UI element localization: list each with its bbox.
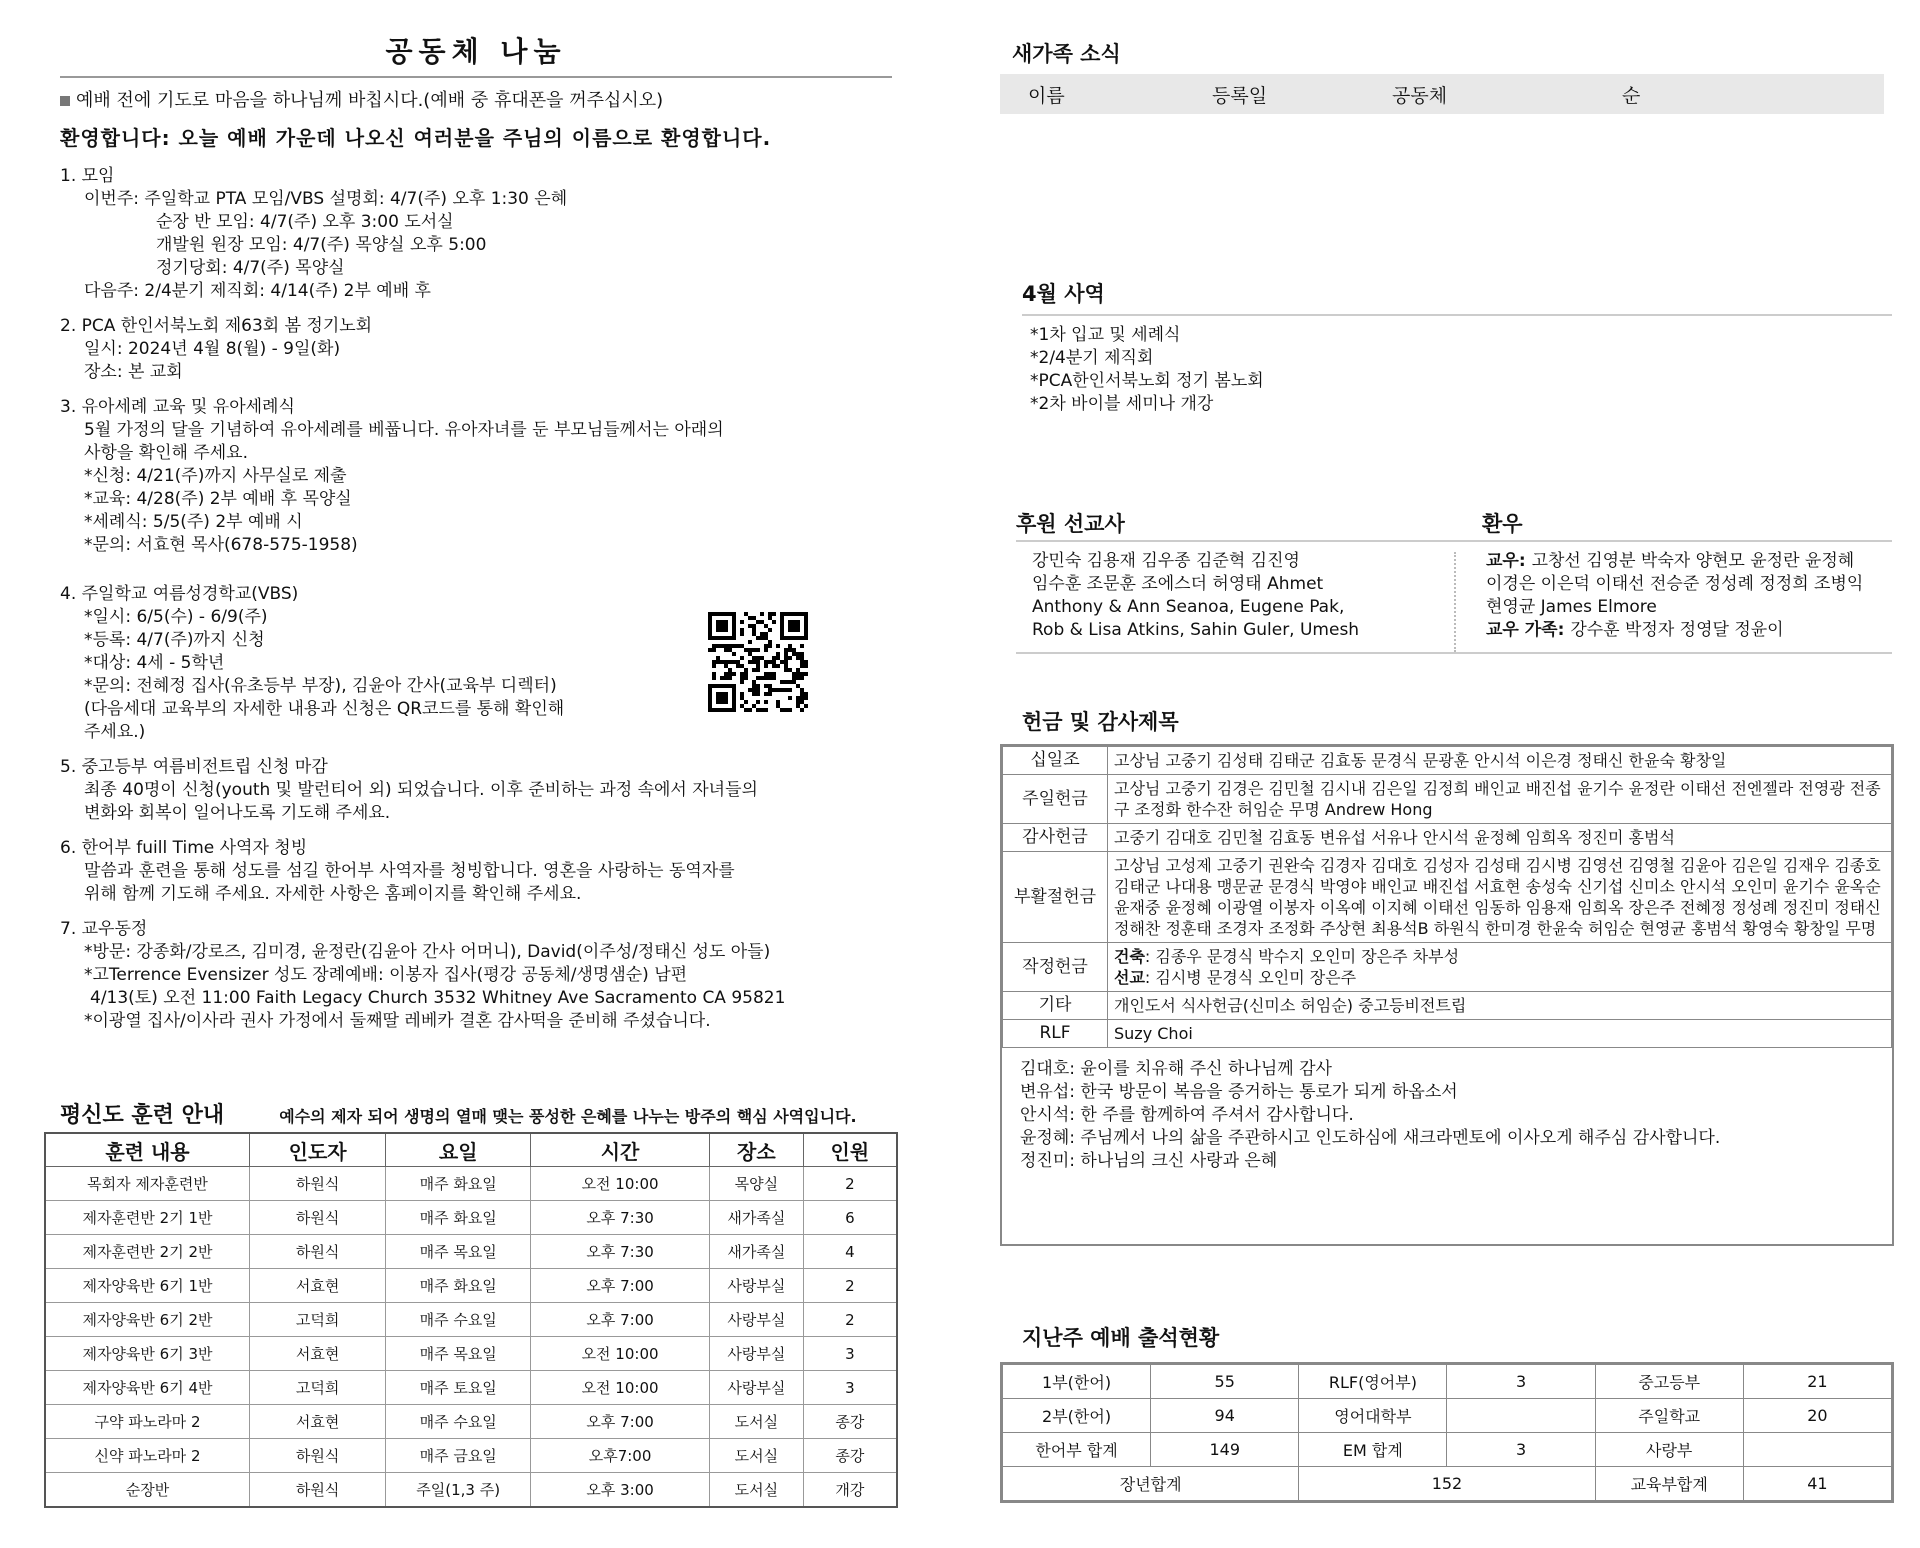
section-line: 5월 가정의 달을 기념하여 유아세례를 베풉니다. 유아자녀를 둔 부모님들께서는 아래의: [84, 420, 724, 440]
table-cell: 152: [1299, 1467, 1595, 1501]
table-cell: 오후 7:30: [531, 1235, 710, 1269]
pledge-label: 선교: [1114, 968, 1145, 987]
section-heading: 7. 교우동정: [60, 919, 148, 939]
section-line: 개발원 원장 모임: 4/7(주) 목양실 오후 5:00: [156, 235, 487, 255]
table-row: [45, 1269, 897, 1303]
missionary-line: 강민숙 김용재 김우종 김준혁 김진영: [1032, 551, 1300, 571]
table-cell: 종강: [803, 1405, 897, 1439]
table-cell: 매주 화요일: [386, 1269, 531, 1303]
table-cell: 목회자 제자훈련반: [45, 1167, 249, 1201]
table-cell: RLF(영어부): [1299, 1365, 1447, 1399]
training-col-header: 인원: [803, 1133, 897, 1167]
section-line: *이광열 집사/이사라 권사 가정에서 둘째딸 레베카 결혼 감사떡을 준비해 주셨습니다.: [84, 1011, 711, 1031]
newfamily-col-name: 이름: [1028, 84, 1065, 107]
table-cell: 2: [803, 1303, 897, 1337]
section-line: *문의: 서효현 목사(678-575-1958): [84, 535, 358, 555]
table-cell: 3: [803, 1371, 897, 1405]
training-col-header: 훈련 내용: [45, 1133, 249, 1167]
offering-names: 고중기 김대호 김민철 김효동 변유섭 서유나 안시석 윤정혜 임희옥 정진미 홍범석: [1108, 824, 1892, 852]
section-heading: 5. 중고등부 여름비전트립 신청 마감: [60, 757, 328, 777]
announcement-section: [60, 396, 892, 557]
table-cell: 주일(1,3 주): [386, 1473, 531, 1508]
table-row: [1003, 943, 1892, 992]
section-heading: 2. PCA 한인서북노회 제63회 봄 정기노회: [60, 316, 373, 336]
table-cell: 21: [1743, 1365, 1891, 1399]
table-cell: 매주 수요일: [386, 1303, 531, 1337]
table-cell: 제자양육반 6기 3반: [45, 1337, 249, 1371]
missionary-line: Anthony & Ann Seanoa, Eugene Pak,: [1032, 597, 1345, 617]
table-cell: 개강: [803, 1473, 897, 1508]
offering-names: 개인도서 식사헌금(신미소 허임순) 중고등비전트립: [1108, 992, 1892, 1020]
table-cell: 목양실: [710, 1167, 804, 1201]
april-divider: [1022, 314, 1892, 316]
section-line: 주세요.): [84, 722, 146, 742]
table-cell: 하원식: [249, 1439, 385, 1473]
table-cell: 사랑부실: [710, 1303, 804, 1337]
list-item: *PCA한인서북노회 정기 봄노회: [1030, 371, 1264, 391]
table-cell: 사랑부실: [710, 1371, 804, 1405]
table-row: [45, 1337, 897, 1371]
table-cell: 제자양육반 6기 4반: [45, 1371, 249, 1405]
table-cell: 사랑부: [1595, 1433, 1743, 1467]
section-heading: 4. 주일학교 여름성경학교(VBS): [60, 584, 299, 604]
table-cell: 매주 수요일: [386, 1405, 531, 1439]
table-cell: 고덕희: [249, 1303, 385, 1337]
announcement-section: [60, 756, 892, 825]
table-cell: 3: [1447, 1433, 1595, 1467]
table-row: [45, 1167, 897, 1201]
sick-title: 환우: [1482, 512, 1523, 536]
april-title: 4월 사역: [1022, 282, 1105, 306]
table-cell: 6: [803, 1201, 897, 1235]
table-row: [45, 1201, 897, 1235]
left-column: [60, 0, 892, 1499]
table-row: [1003, 992, 1892, 1020]
offering-table: [1002, 746, 1892, 1048]
section-line: 장소: 본 교회: [84, 362, 183, 382]
table-cell: 구약 파노라마 2: [45, 1405, 249, 1439]
offering-label: 감사헌금: [1003, 824, 1108, 852]
table-row: [45, 1405, 897, 1439]
table-cell: 하원식: [249, 1473, 385, 1508]
table-cell: 1부(한어): [1003, 1365, 1151, 1399]
table-cell: 94: [1151, 1399, 1299, 1433]
attendance-title: 지난주 예배 출석현황: [1022, 1326, 1220, 1350]
sick-members-1: 고창선 김영분 박숙자 양현모 윤정란 윤정혜: [1531, 551, 1855, 571]
attendance-box: [1000, 1362, 1894, 1503]
training-col-header: 시간: [531, 1133, 710, 1167]
table-cell: 오후 7:30: [531, 1201, 710, 1235]
table-cell: 매주 화요일: [386, 1201, 531, 1235]
table-cell: 도서실: [710, 1405, 804, 1439]
section-heading: 3. 유아세례 교육 및 유아세례식: [60, 397, 295, 417]
table-row: [45, 1303, 897, 1337]
section-line: 순장 반 모임: 4/7(주) 오후 3:00 도서실: [156, 212, 454, 232]
table-row: [1003, 824, 1892, 852]
training-header: [60, 1098, 892, 1129]
thanks-list: [1002, 1048, 1892, 1244]
table-cell: 3: [803, 1337, 897, 1371]
section-line: 다음주: 2/4분기 제직회: 4/14(주) 2부 예배 후: [84, 281, 431, 301]
welcome-text: 환영합니다: 오늘 예배 가운데 나오신 여러분을 주님의 이름으로 환영합니다.: [60, 126, 772, 150]
table-row: [1003, 1365, 1892, 1399]
table-cell: 오전 10:00: [531, 1337, 710, 1371]
table-cell: 제자양육반 6기 1반: [45, 1269, 249, 1303]
section-line: *방문: 강종화/강로즈, 김미경, 윤정란(김윤아 간사 어머니), David(이주성/정태신 성도 아들): [84, 942, 771, 962]
table-cell: 하원식: [249, 1201, 385, 1235]
offering-title: 헌금 및 감사제목: [1022, 710, 1179, 734]
table-row: [1003, 1399, 1892, 1433]
table-cell: 오후 7:00: [531, 1269, 710, 1303]
sick-family: 강수훈 박정자 정영달 정윤이: [1570, 620, 1784, 640]
table-row: [1003, 1433, 1892, 1467]
announcement-section: [60, 837, 892, 906]
section-line: *일시: 6/5(수) - 6/9(주): [84, 607, 268, 627]
training-subtitle: 예수의 제자 되어 생명의 열매 맺는 풍성한 은혜를 나누는 방주의 핵심 사역입니다.: [279, 1107, 857, 1126]
training-table: [44, 1132, 898, 1508]
pledge-line: [1114, 946, 1885, 967]
table-cell: EM 합계: [1299, 1433, 1447, 1467]
table-cell: 한어부 합계: [1003, 1433, 1151, 1467]
table-cell: 하원식: [249, 1235, 385, 1269]
table-row: [1003, 775, 1892, 824]
table-cell: [1743, 1433, 1891, 1467]
section-line: 위해 함께 기도해 주세요. 자세한 사항은 홈페이지를 확인해 주세요.: [84, 884, 582, 904]
offering-names: 고상님 고중기 김경은 김민철 김시내 김은일 김정희 배인교 배진섭 윤기수 윤정란 이태선 전엔젤라 전영광 전종구 조정화 한수잔 허임순 무명 Andrew Hong: [1108, 775, 1892, 824]
sick-members-2: 이경은 이은덕 이태선 전승준 정성례 정정희 조병익: [1486, 574, 1864, 594]
sick-label-family: 교우 가족:: [1486, 620, 1571, 640]
table-cell: 새가족실: [710, 1201, 804, 1235]
section-line: 일시: 2024년 4월 8(월) - 9일(화): [84, 339, 341, 359]
thanks-line: 변유섭: 한국 방문이 복음을 증거하는 통로가 되게 하옵소서: [1020, 1082, 1458, 1102]
pledge-line: [1114, 967, 1885, 988]
table-cell: 매주 금요일: [386, 1439, 531, 1473]
offering-box: [1000, 744, 1894, 1246]
thanks-line: 윤정혜: 주님께서 나의 삶을 주관하시고 인도하심에 새크라멘토에 이사오게 해주심 감사합니다.: [1020, 1128, 1721, 1148]
section-heading: 1. 모임: [60, 166, 115, 186]
offering-names: 고상님 고중기 김성태 김태군 김효동 문경식 문광훈 안시석 이은경 정태신 한윤숙 황창일: [1108, 747, 1892, 775]
table-cell: [1447, 1399, 1595, 1433]
pledge-names: : 김종우 문경식 박수지 오인미 장은주 차부성: [1144, 947, 1460, 966]
table-cell: 하원식: [249, 1167, 385, 1201]
newfamily-title: 새가족 소식: [1012, 42, 1121, 66]
missionary-line: 임수훈 조문훈 조에스더 허영태 Ahmet: [1032, 574, 1324, 594]
table-row: [45, 1371, 897, 1405]
section-line: 최종 40명이 신청(youth 및 발런티어 외) 되었습니다. 이후 준비하는 과정 속에서 자녀들의: [84, 780, 758, 800]
section-line: 변화와 회복이 일어나도록 기도해 주세요.: [84, 803, 391, 823]
thanks-line: 김대호: 윤이를 치유해 주신 하나님께 감사: [1020, 1059, 1332, 1079]
table-cell: 새가족실: [710, 1235, 804, 1269]
table-cell: 오후 7:00: [531, 1303, 710, 1337]
section-line: *신청: 4/21(주)까지 사무실로 제출: [84, 466, 347, 486]
thanks-line: 안시석: 한 주를 함께하여 주셔서 감사합니다.: [1020, 1105, 1354, 1125]
sick-divider: [1016, 652, 1892, 654]
section-line: 4/13(토) 오전 11:00 Faith Legacy Church 3532 Whitney Ave Sacramento CA 95821: [90, 988, 786, 1008]
table-cell: 중고등부: [1595, 1365, 1743, 1399]
section-line: 정기당회: 4/7(주) 목양실: [156, 258, 345, 278]
sick-label-member: 교우:: [1486, 551, 1532, 571]
table-cell: 주일학교: [1595, 1399, 1743, 1433]
section-line: *고Terrence Evensizer 성도 장례예배: 이봉자 집사(평강 공동체/생명샘순) 남편: [84, 965, 688, 985]
april-list: [1022, 324, 1892, 416]
offering-names: Suzy Choi: [1108, 1020, 1892, 1048]
offering-label: RLF: [1003, 1020, 1108, 1048]
list-item: *2차 바이블 세미나 개강: [1030, 394, 1214, 414]
table-cell: 제자양육반 6기 2반: [45, 1303, 249, 1337]
table-row: [45, 1235, 897, 1269]
table-row: [45, 1473, 897, 1508]
table-cell: 도서실: [710, 1439, 804, 1473]
thanks-line: 정진미: 하나님의 크신 사랑과 은혜: [1020, 1151, 1278, 1171]
section-line: *교육: 4/28(주) 2부 예배 후 목양실: [84, 489, 352, 509]
pledge-label: 건축: [1114, 947, 1145, 966]
table-cell: 교육부합계: [1595, 1467, 1743, 1501]
offering-label: 십일조: [1003, 747, 1108, 775]
attendance-table: [1002, 1364, 1892, 1501]
intro-text: 예배 전에 기도로 마음을 하나님께 바칩시다.(예배 중 휴대폰을 꺼주십시오): [76, 90, 664, 111]
table-cell: 제자훈련반 2기 2반: [45, 1235, 249, 1269]
dotted-divider: [1454, 552, 1456, 652]
offering-names: [1108, 943, 1892, 992]
training-title: 평신도 훈련 안내: [60, 1103, 225, 1128]
section-line: 말씀과 훈련을 통해 성도를 섬길 한어부 사역자를 청빙합니다. 영혼을 사랑하는 동역자를: [84, 861, 735, 881]
table-cell: 149: [1151, 1433, 1299, 1467]
pledge-names: : 김시병 문경식 오인미 장은주: [1144, 968, 1357, 987]
table-cell: 2부(한어): [1003, 1399, 1151, 1433]
list-item: *1차 입교 및 세례식: [1030, 325, 1181, 345]
table-cell: 오후7:00: [531, 1439, 710, 1473]
table-cell: 4: [803, 1235, 897, 1269]
announcement-section: [60, 165, 892, 303]
table-cell: 2: [803, 1167, 897, 1201]
table-cell: 2: [803, 1269, 897, 1303]
section-line: (다음세대 교육부의 자세한 내용과 신청은 QR코드를 통해 확인해: [84, 699, 565, 719]
newfamily-header-bar: [1000, 74, 1884, 114]
table-cell: 사랑부실: [710, 1269, 804, 1303]
square-bullet-icon: [60, 96, 70, 106]
section-line: *등록: 4/7(주)까지 신청: [84, 630, 265, 650]
table-row: [45, 1439, 897, 1473]
table-cell: 종강: [803, 1439, 897, 1473]
table-cell: 3: [1447, 1365, 1595, 1399]
table-cell: 신약 파노라마 2: [45, 1439, 249, 1473]
offering-label: 기타: [1003, 992, 1108, 1020]
table-cell: 매주 목요일: [386, 1235, 531, 1269]
table-cell: 55: [1151, 1365, 1299, 1399]
offering-names: 고상님 고성제 고중기 권완숙 김경자 김대호 김성자 김성태 김시병 김영선 김영철 김윤아 김은일 김재우 김종호 김태군 나대용 맹문균 문경식 박영야 배인교 배진섭 서효현 송성숙 신기섭 신미소 안시석 오인미 윤기수 윤옥순 윤재중 윤정혜 이광열 이봉자 이옥예 이지혜 이태선 임동하 임용재 임희옥 장은주 전혜정 정성례 정진미 정태신 정해찬 정훈태 조경자 조정화 주상현 최용석B 하원식 한미경 한윤숙 허임순 현영균 홍범석 황영숙 황창일 무명: [1108, 852, 1892, 943]
missionary-list: [1032, 550, 1359, 642]
table-cell: 제자훈련반 2기 1반: [45, 1201, 249, 1235]
offering-label: 주일헌금: [1003, 775, 1108, 824]
table-cell: 서효현: [249, 1405, 385, 1439]
table-cell: 서효현: [249, 1337, 385, 1371]
offering-label: 작정헌금: [1003, 943, 1108, 992]
table-cell: 오전 10:00: [531, 1371, 710, 1405]
table-cell: 오전 10:00: [531, 1167, 710, 1201]
list-item: *2/4분기 제직회: [1030, 348, 1154, 368]
page-title: 공동체 나눔: [385, 35, 567, 68]
table-cell: 20: [1743, 1399, 1891, 1433]
table-cell: 매주 화요일: [386, 1167, 531, 1201]
section-line: 사항을 확인해 주세요.: [84, 443, 249, 463]
newfamily-col-group: 순: [1622, 84, 1641, 107]
newfamily-col-date: 등록일: [1212, 84, 1268, 107]
table-cell: 서효현: [249, 1269, 385, 1303]
table-cell: 41: [1743, 1467, 1891, 1501]
missionary-title: 후원 선교사: [1016, 512, 1125, 536]
table-cell: 오후 7:00: [531, 1405, 710, 1439]
section-heading: 6. 한어부 fuill Time 사역자 청빙: [60, 838, 308, 858]
table-cell: 순장반: [45, 1473, 249, 1508]
table-row: [1003, 747, 1892, 775]
qr-code-icon: [708, 612, 808, 712]
table-cell: 매주 목요일: [386, 1337, 531, 1371]
sick-members-3: 현영균 James Elmore: [1486, 597, 1657, 617]
table-cell: 오후 3:00: [531, 1473, 710, 1508]
table-cell: 매주 토요일: [386, 1371, 531, 1405]
table-cell: 고덕희: [249, 1371, 385, 1405]
training-col-header: 인도자: [249, 1133, 385, 1167]
announcement-section: [60, 918, 892, 1033]
training-col-header: 장소: [710, 1133, 804, 1167]
sick-list: [1486, 550, 1863, 642]
table-cell: 사랑부실: [710, 1337, 804, 1371]
announcement-section: [60, 315, 892, 384]
section-line: *문의: 전혜정 집사(유초등부 부장), 김윤아 간사(교육부 디렉터): [84, 676, 557, 696]
missionary-line: Rob & Lisa Atkins, Sahin Guler, Umesh: [1032, 620, 1360, 640]
table-row: [1003, 852, 1892, 943]
section-line: *대상: 4세 - 5학년: [84, 653, 225, 673]
announcements: [60, 165, 892, 1033]
section-line: *세례식: 5/5(주) 2부 예배 시: [84, 512, 303, 532]
intro-line: [60, 86, 892, 112]
table-row: [1003, 1467, 1892, 1501]
table-cell: 영어대학부: [1299, 1399, 1447, 1433]
title-divider: [60, 76, 892, 78]
table-row: [1003, 1020, 1892, 1048]
section-line: 이번주: 주일학교 PTA 모임/VBS 설명회: 4/7(주) 오후 1:30 은혜: [84, 189, 568, 209]
table-cell: 장년합계: [1003, 1467, 1299, 1501]
offering-label: 부활절헌금: [1003, 852, 1108, 943]
training-col-header: 요일: [386, 1133, 531, 1167]
newfamily-col-community: 공동체: [1392, 84, 1448, 107]
table-cell: 도서실: [710, 1473, 804, 1508]
